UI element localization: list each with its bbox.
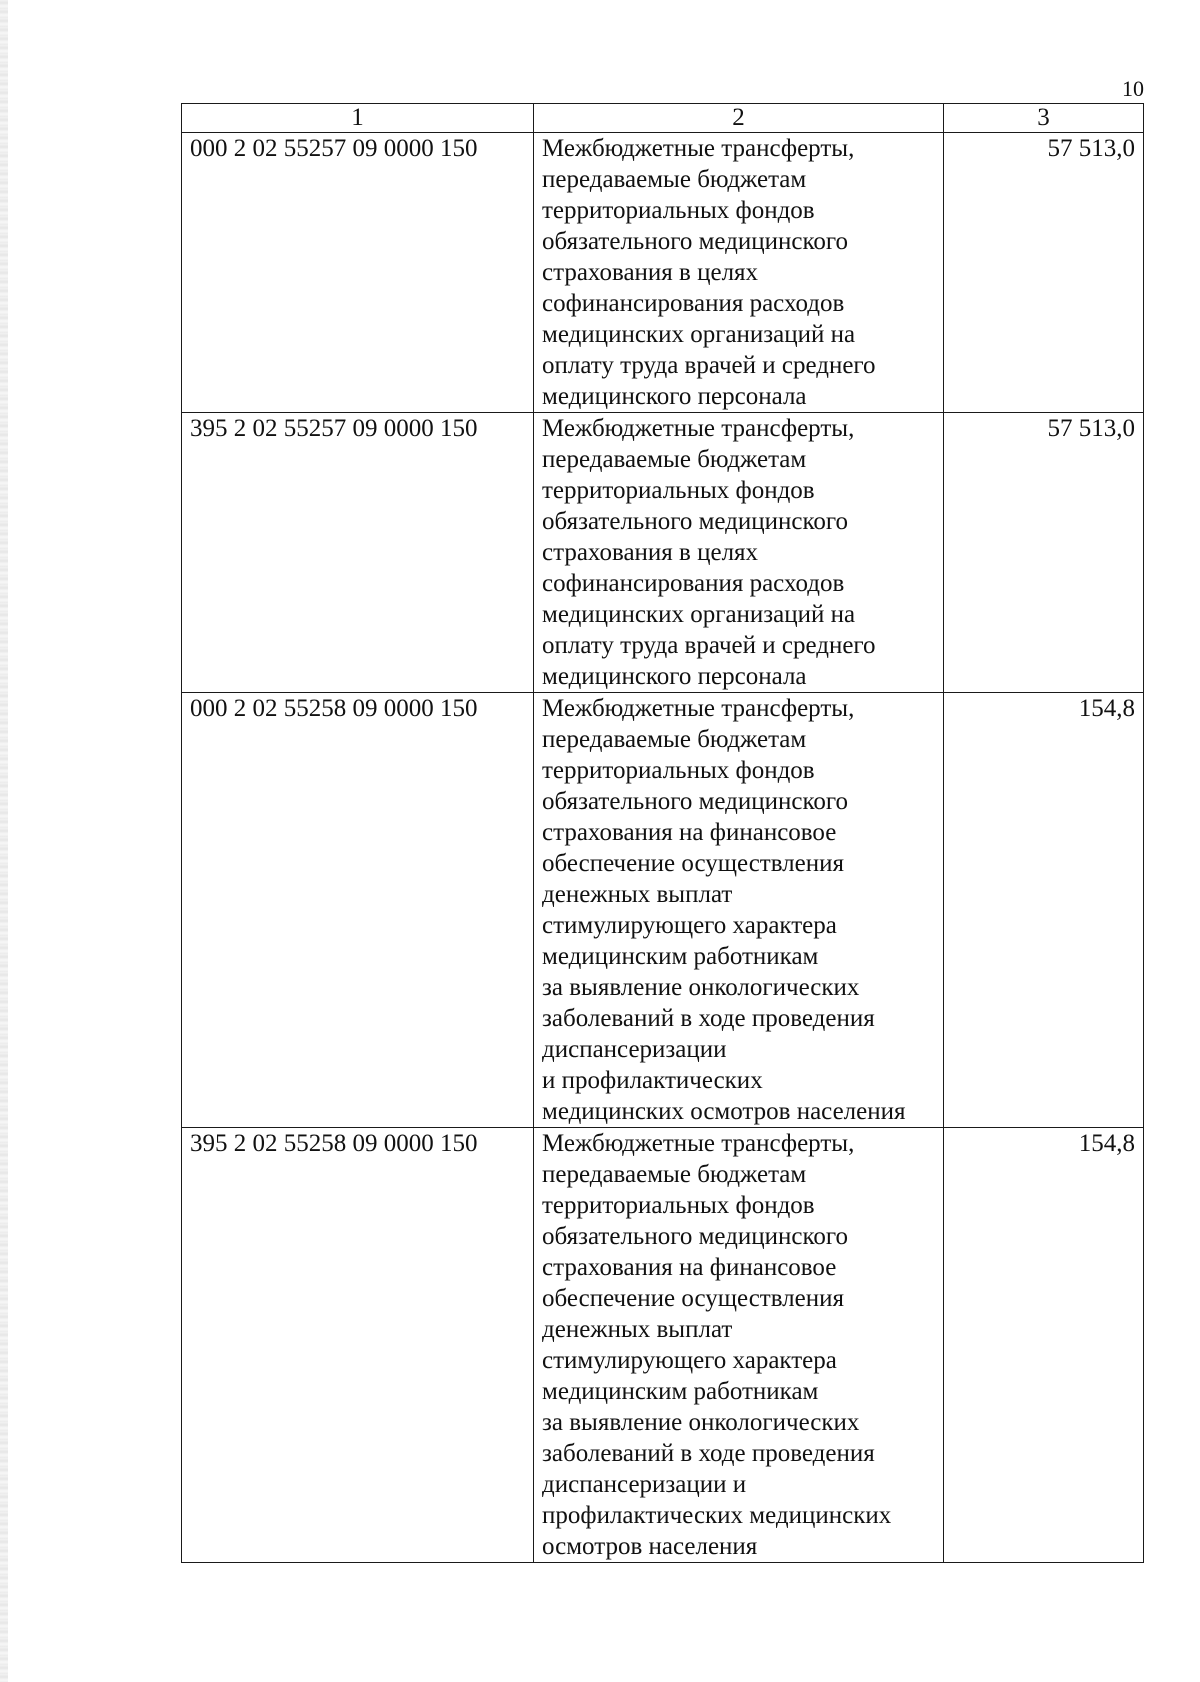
header-cell-description: 2 <box>534 104 944 133</box>
description-line: стимулирующего характера <box>542 912 837 939</box>
description-line: осмотров населения <box>542 1533 758 1560</box>
description-line: обеспечение осуществления <box>542 850 845 877</box>
amount-cell: 154,8 <box>944 1128 1144 1563</box>
description-line: профилактических медицинских <box>542 1502 892 1529</box>
description-line: Межбюджетные трансферты, <box>542 135 855 162</box>
description-line: страхования на финансовое <box>542 1254 837 1281</box>
amount-cell: 154,8 <box>944 693 1144 1128</box>
description-line: передаваемые бюджетам <box>542 166 807 193</box>
table-header-row <box>182 104 1144 133</box>
description-line: за выявление онкологических <box>542 1409 860 1436</box>
description-line: софинансирования расходов <box>542 570 845 597</box>
description-line: медицинских организаций на <box>542 601 856 628</box>
description-line: заболеваний в ходе проведения <box>542 1005 875 1032</box>
description-line: обязательного медицинского <box>542 1223 849 1250</box>
description-line: Межбюджетные трансферты, <box>542 695 855 722</box>
amount-cell: 57 513,0 <box>944 133 1144 413</box>
table-row <box>182 413 1144 693</box>
description-line: медицинского персонала <box>542 663 807 690</box>
description-line: Межбюджетные трансферты, <box>542 1130 855 1157</box>
description-line: денежных выплат <box>542 1316 733 1343</box>
description-line: страхования в целях <box>542 259 759 286</box>
description-cell <box>534 413 944 693</box>
description-cell <box>534 1128 944 1563</box>
description-line: страхования в целях <box>542 539 759 566</box>
budget-table <box>181 103 1144 1563</box>
description-line: территориальных фондов <box>542 197 815 224</box>
description-line: оплату труда врачей и среднего <box>542 632 876 659</box>
description-line: территориальных фондов <box>542 1192 815 1219</box>
description-line: медицинских организаций на <box>542 321 856 348</box>
description-line: территориальных фондов <box>542 477 815 504</box>
table-row <box>182 133 1144 413</box>
description-line: обязательного медицинского <box>542 508 849 535</box>
description-line: передаваемые бюджетам <box>542 726 807 753</box>
budget-code-cell: 000 2 02 55257 09 0000 150 <box>182 133 534 413</box>
description-line: за выявление онкологических <box>542 974 860 1001</box>
description-line: заболеваний в ходе проведения <box>542 1440 875 1467</box>
budget-code-cell: 395 2 02 55258 09 0000 150 <box>182 1128 534 1563</box>
header-cell-amount: 3 <box>944 104 1144 133</box>
budget-code-cell: 395 2 02 55257 09 0000 150 <box>182 413 534 693</box>
description-line: страхования на финансовое <box>542 819 837 846</box>
description-line: обязательного медицинского <box>542 788 849 815</box>
description-line: Межбюджетные трансферты, <box>542 415 855 442</box>
budget-code-cell: 000 2 02 55258 09 0000 150 <box>182 693 534 1128</box>
description-line: диспансеризации и <box>542 1471 747 1498</box>
table-row <box>182 1128 1144 1563</box>
description-line: денежных выплат <box>542 881 733 908</box>
description-line: диспансеризации <box>542 1036 727 1063</box>
description-line: обязательного медицинского <box>542 228 849 255</box>
description-line: обеспечение осуществления <box>542 1285 845 1312</box>
header-cell-code: 1 <box>182 104 534 133</box>
description-line: софинансирования расходов <box>542 290 845 317</box>
description-line: территориальных фондов <box>542 757 815 784</box>
description-line: передаваемые бюджетам <box>542 446 807 473</box>
description-line: медицинским работникам <box>542 1378 819 1405</box>
description-cell <box>534 133 944 413</box>
description-line: оплату труда врачей и среднего <box>542 352 876 379</box>
amount-cell: 57 513,0 <box>944 413 1144 693</box>
table-row <box>182 693 1144 1128</box>
description-line: медицинских осмотров населения <box>542 1098 906 1125</box>
description-cell <box>534 693 944 1128</box>
page-number: 10 <box>1122 76 1144 101</box>
description-line: передаваемые бюджетам <box>542 1161 807 1188</box>
description-line: и профилактических <box>542 1067 763 1094</box>
description-line: медицинского персонала <box>542 383 807 410</box>
description-line: медицинским работникам <box>542 943 819 970</box>
scan-edge-artifact <box>0 0 8 1682</box>
description-line: стимулирующего характера <box>542 1347 837 1374</box>
